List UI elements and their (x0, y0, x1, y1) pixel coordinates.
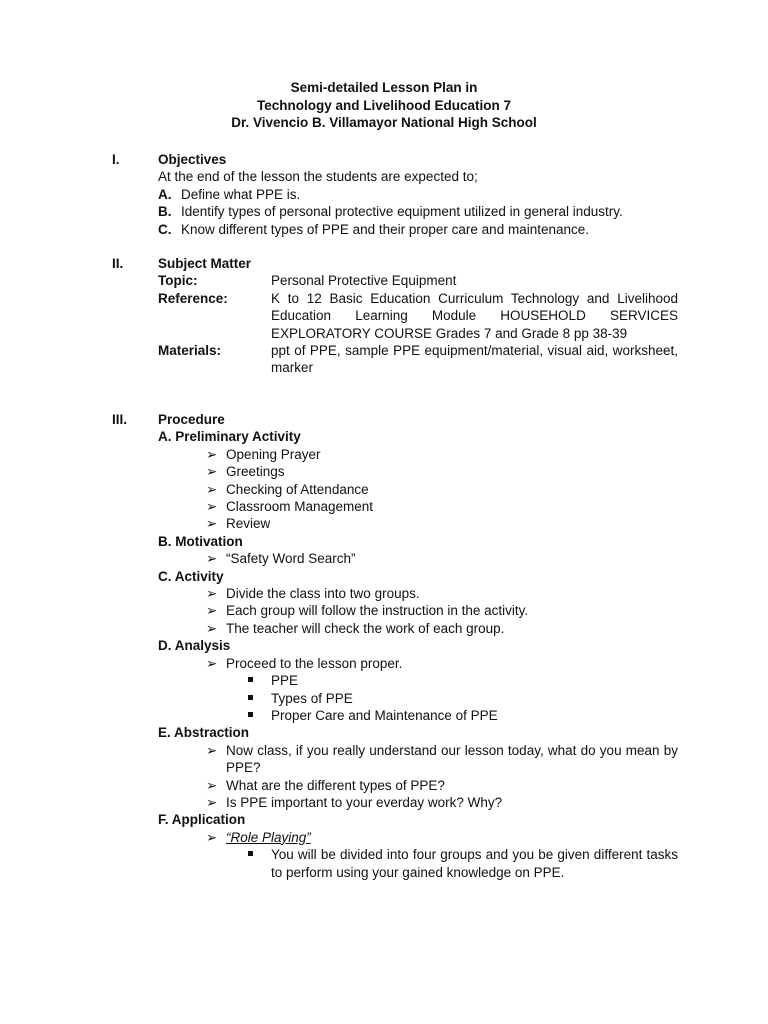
square-bullet-icon (248, 695, 253, 700)
section-number: I. (112, 152, 120, 167)
arrow-bullet-icon: ➢ (206, 446, 218, 462)
arrow-bullet-icon: ➢ (206, 464, 218, 480)
reference-label: Reference: (158, 290, 228, 306)
topic-value: Personal Protective Equipment (271, 273, 457, 289)
list-item: ➢ Each group will follow the instruction in the activity. (206, 603, 529, 619)
section-number: III. (112, 412, 128, 427)
topic-label: Topic: (158, 273, 198, 289)
objective-letter: A. (158, 186, 172, 202)
list-item: ➢ Divide the class into two groups. (206, 586, 420, 602)
document-header (0, 79, 768, 132)
list-item: ➢ What are the different types of PPE? (206, 777, 445, 793)
arrow-bullet-icon: ➢ (206, 655, 218, 671)
section-number: II. (112, 256, 124, 271)
subsection-title-activity: C. Activity (158, 568, 224, 584)
objective-item (158, 221, 678, 238)
arrow-bullet-icon: ➢ (206, 742, 218, 758)
arrow-bullet-icon: ➢ (206, 499, 218, 515)
objective-text: Identify types of personal protective equipment utilized in general industry. (181, 204, 623, 220)
objective-text: Define what PPE is. (181, 186, 301, 202)
subsection-title-motivation: B. Motivation (158, 533, 243, 549)
subsection-title-analysis: D. Analysis (158, 638, 231, 654)
list-item: ➢ Is PPE important to your everday work? Why? (206, 794, 503, 810)
arrow-bullet-icon: ➢ (206, 603, 218, 619)
list-item: ➢ Classroom Management (206, 499, 374, 515)
objective-text: Know different types of PPE and their proper care and maintenance. (181, 221, 589, 237)
section-title: Procedure (158, 412, 225, 427)
header-line-1: Semi-detailed Lesson Plan in (290, 80, 478, 95)
objective-item (158, 186, 678, 203)
reference-row (158, 290, 678, 342)
square-bullet-icon (248, 851, 253, 856)
objective-letter: B. (158, 204, 172, 220)
square-bullet-icon (248, 677, 253, 682)
objectives-intro: At the end of the lesson the students are expected to; (158, 169, 478, 185)
list-item: ➢ Opening Prayer (206, 446, 321, 462)
arrow-bullet-icon: ➢ (206, 551, 218, 567)
arrow-bullet-icon: ➢ (206, 794, 218, 810)
list-item: ➢ Now class, if you really understand our lesson today, what do you mean by PPE? (206, 742, 678, 776)
header-line-2: Technology and Livelihood Education 7 (256, 97, 511, 113)
materials-row (158, 342, 678, 377)
list-item: ➢ Checking of Attendance (206, 481, 369, 497)
subsection-title-preliminary: A. Preliminary Activity (158, 429, 301, 445)
sub-list-item: Proper Care and Maintenance of PPE (158, 707, 678, 724)
arrow-bullet-icon: ➢ (206, 829, 218, 845)
list-item: ➢ Proceed to the lesson proper. (206, 655, 403, 671)
subsection-title-abstraction: E. Abstraction (158, 725, 250, 741)
square-bullet-icon (248, 712, 253, 717)
arrow-bullet-icon: ➢ (206, 777, 218, 793)
sub-list-item: Types of PPE (158, 690, 678, 707)
list-item (158, 829, 678, 846)
header-line-3: Dr. Vivencio B. Villamayor National High School (231, 115, 537, 130)
objective-letter: C. (158, 221, 172, 237)
subsection-title-application: F. Application (158, 812, 246, 828)
arrow-bullet-icon: ➢ (206, 481, 218, 497)
list-item: ➢ “Safety Word Search” (206, 551, 356, 567)
objective-item (158, 203, 678, 220)
sub-list-item: You will be divided into four groups and you be given different tasks to perform using your gained knowledge on PPE. (158, 846, 678, 881)
materials-label: Materials: (158, 343, 222, 359)
list-item: ➢ Greetings (206, 464, 285, 480)
role-playing-text: “Role Playing” (226, 829, 311, 845)
arrow-bullet-icon: ➢ (206, 516, 218, 532)
reference-value: K to 12 Basic Education Curriculum Technology and Livelihood Education Learning Module HOUSEHOLD SERVICES EXPLORATORY COURSE Grades 7 and Grade 8 pp 38-39 (271, 290, 678, 341)
section-title: Subject Matter (158, 256, 252, 271)
arrow-bullet-icon: ➢ (206, 620, 218, 636)
sub-list-item: PPE (158, 672, 678, 689)
section-title: Objectives (158, 152, 227, 167)
arrow-bullet-icon: ➢ (206, 586, 218, 602)
materials-value: ppt of PPE, sample PPE equipment/material, visual aid, worksheet, marker (271, 343, 678, 376)
topic-row (158, 272, 678, 289)
list-item: ➢ Review (206, 516, 271, 532)
list-item: ➢ The teacher will check the work of each group. (206, 620, 505, 636)
